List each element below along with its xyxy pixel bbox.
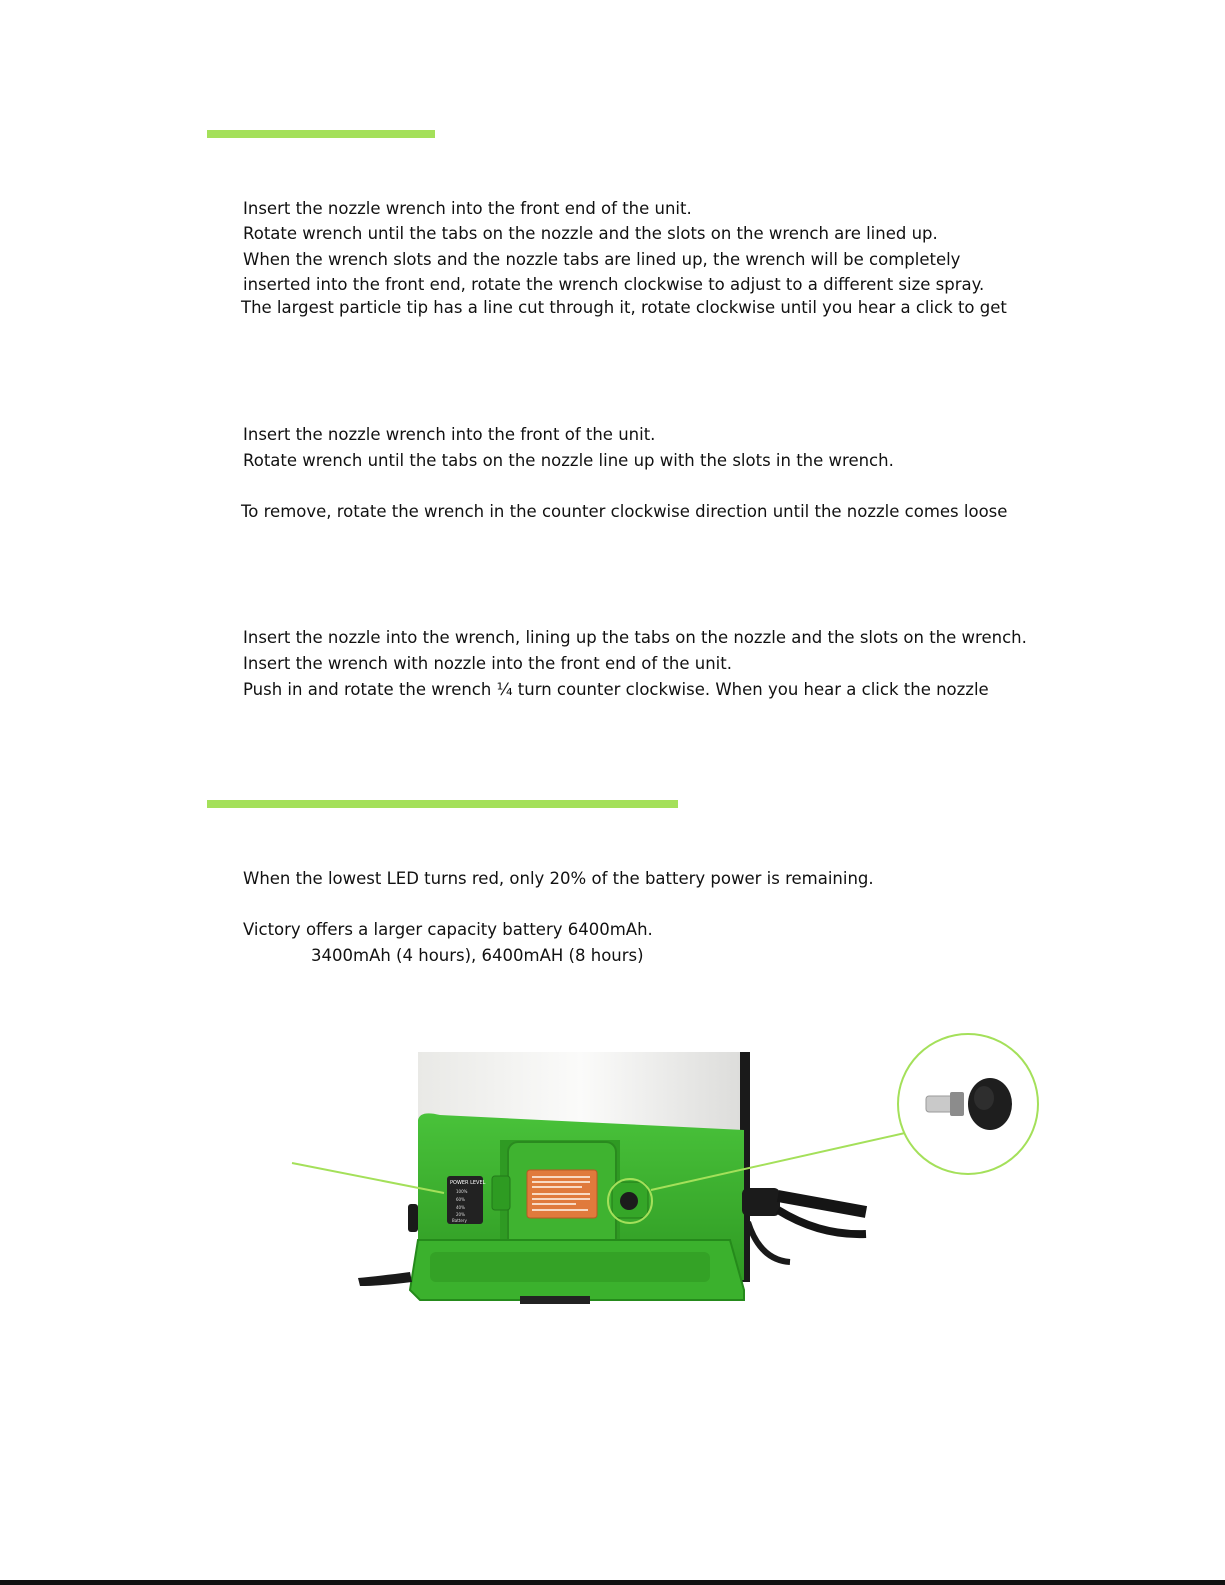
adjust-step-1: Insert the nozzle wrench into the front end of the unit. <box>243 199 692 218</box>
battery-runtime: 3400mAh (4 hours), 6400mAH (8 hours) <box>311 946 644 965</box>
install-step-1: Insert the nozzle into the wrench, lining up the tabs on the nozzle and the slots on the wrench. <box>243 628 1027 647</box>
adjust-step-2: Rotate wrench until the tabs on the nozzle and the slots on the wrench are lined up. <box>243 224 938 243</box>
panel-level-4: 20% <box>456 1212 465 1217</box>
battery-note-1: When the lowest LED turns red, only 20% of the battery power is remaining. <box>243 869 874 888</box>
panel-title: POWER LEVEL <box>450 1180 486 1186</box>
panel-footer: Battery <box>452 1218 467 1223</box>
panel-level-1: 100% <box>456 1189 468 1194</box>
remove-step-1: Insert the nozzle wrench into the front of the unit. <box>243 425 656 444</box>
adjust-step-3: When the wrench slots and the nozzle tabs are lined up, the wrench will be completely <box>243 250 961 269</box>
install-step-2: Insert the wrench with nozzle into the front end of the unit. <box>243 654 732 673</box>
remove-step-3: To remove, rotate the wrench in the counter clockwise direction until the nozzle comes loose <box>241 502 1008 521</box>
install-step-3: Push in and rotate the wrench ¼ turn counter clockwise. When you hear a click the nozzle <box>243 680 989 699</box>
page-bottom-border <box>0 1580 1225 1585</box>
hose-connector <box>742 1188 780 1216</box>
adjust-step-3-cont: inserted into the front end, rotate the wrench clockwise to adjust to a different size spray. <box>243 275 985 294</box>
panel-level-2: 60% <box>456 1197 465 1202</box>
panel-level-3: 40% <box>456 1205 465 1210</box>
remove-step-2: Rotate wrench until the tabs on the nozzle line up with the slots in the wrench. <box>243 451 894 470</box>
adjust-step-4: The largest particle tip has a line cut through it, rotate clockwise until you hear a click to get <box>241 298 1007 317</box>
battery-note-2: Victory offers a larger capacity battery 6400mAh. <box>243 920 653 939</box>
knob-icon <box>620 1192 638 1210</box>
